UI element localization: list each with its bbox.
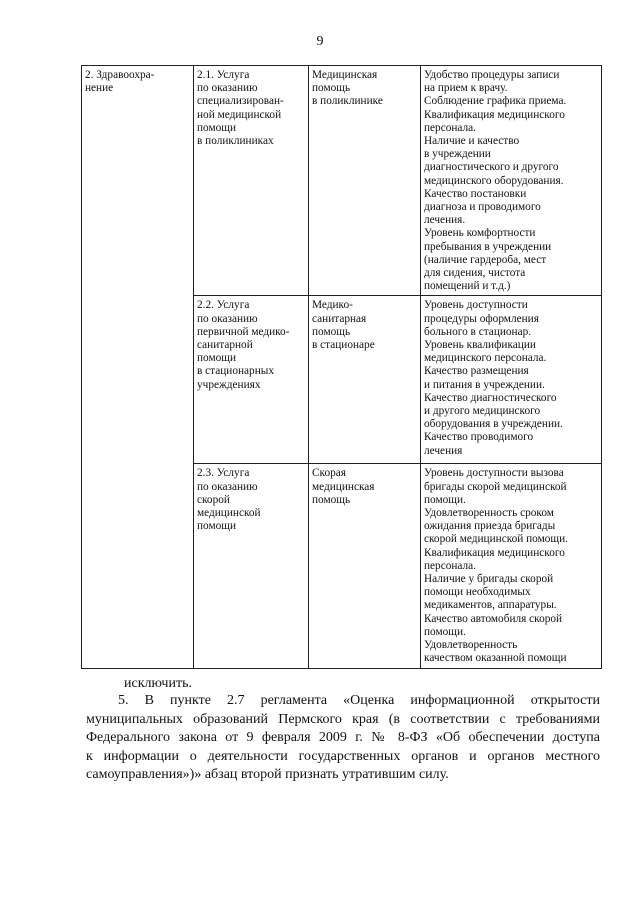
cell-line: бригады скорой медицинской <box>424 480 567 493</box>
cell-line: в поликлинике <box>312 95 383 108</box>
cell-line: Уровень комфортности <box>424 227 536 240</box>
sector-line: нение <box>85 82 114 95</box>
criteria-cell <box>421 296 602 464</box>
cell-line: санитарная <box>312 312 367 325</box>
cell-line: Качество диагностического <box>424 391 557 404</box>
cell-line: скорой <box>197 493 230 506</box>
cell-line: Скорая <box>312 467 346 480</box>
service-cell <box>194 464 309 668</box>
paragraph-line: Федерального закона от 9 февраля 2009 г. № 8-ФЗ «Об обеспечении доступа <box>86 730 600 745</box>
cell-line: процедуры оформления <box>424 312 539 325</box>
cell-line: ной медицинской <box>197 108 282 121</box>
cell-line: на прием к врачу. <box>424 82 508 95</box>
cell-line: лечения <box>424 444 463 457</box>
cell-line: медицинская <box>312 480 375 493</box>
services-table <box>81 65 602 669</box>
sector-cell <box>82 66 194 669</box>
cell-line: персонала. <box>424 121 477 134</box>
cell-line: Качество проводимого <box>424 431 534 444</box>
cell-line: помощи <box>197 352 237 365</box>
cell-line: качеством оказанной помощи <box>424 652 567 665</box>
cell-line: помощи. <box>424 493 466 506</box>
cell-line: Медицинская <box>312 69 378 81</box>
criteria-cell <box>421 464 602 668</box>
cell-line: Качество постановки <box>424 187 527 200</box>
cell-line: первичной медико- <box>197 325 290 338</box>
cell-line: по оказанию <box>197 82 258 95</box>
cell-line: помощи необходимых <box>424 586 531 599</box>
cell-line: Уровень доступности вызова <box>424 467 564 480</box>
cell-line: Качество автомобиля скорой <box>424 612 563 625</box>
cell-line: специализирован- <box>197 95 284 108</box>
cell-line: Соблюдение графика приема. <box>424 95 567 108</box>
cell-line: оборудования в учреждении. <box>424 418 563 431</box>
cell-line: диагностического и другого <box>424 161 559 174</box>
cell-line: Удовлетворенность <box>424 639 518 652</box>
cell-line: помощь <box>312 82 351 95</box>
service-cell <box>194 296 309 464</box>
paragraph-line: муниципальных образований Пермского края (в соответствии с требованиями <box>86 711 600 727</box>
paragraph-line: самоуправления»)» абзац второй признать утратившим силу. <box>86 767 449 782</box>
cell-line: диагноза и проводимого <box>424 201 541 214</box>
cell-line: помощи <box>197 121 237 134</box>
cell-line: учреждениях <box>197 378 261 391</box>
cell-line: в поликлиниках <box>197 135 274 148</box>
service-cell <box>194 66 309 296</box>
cell-line: в стационаре <box>312 339 375 352</box>
paragraph-point-5 <box>86 692 600 785</box>
cell-line: медицинского персонала. <box>424 352 547 365</box>
cell-line: медицинской <box>197 507 261 520</box>
cell-line: помощь <box>312 493 351 506</box>
cell-line: помощь <box>312 325 351 338</box>
cell-line: помощи. <box>424 625 466 638</box>
cell-line: медицинского оборудования. <box>424 174 564 187</box>
cell-line: Уровень квалификации <box>424 339 536 352</box>
cell-line: пребывания в учреждении <box>424 240 552 253</box>
criteria-cell <box>421 66 602 296</box>
cell-line: медикаментов, аппаратуры. <box>424 599 557 612</box>
type-cell <box>309 296 421 464</box>
paragraph-line: к информации о деятельности государственных органов и органов местного <box>86 748 600 764</box>
type-cell <box>309 66 421 296</box>
cell-line: (наличие гардероба, мест <box>424 253 547 266</box>
cell-line: персонала. <box>424 559 477 572</box>
cell-line: 2.3. Услуга <box>197 467 250 480</box>
cell-line: санитарной <box>197 339 253 352</box>
cell-line: для сидения, чистота <box>424 267 526 280</box>
cell-line: 2.2. Услуга <box>197 299 250 312</box>
cell-line: Медико- <box>312 299 353 312</box>
cell-line: Квалификация медицинского <box>424 546 565 559</box>
cell-line: 2.1. Услуга <box>197 69 250 81</box>
cell-line: по оказанию <box>197 312 258 325</box>
table-row <box>82 66 602 296</box>
cell-line: ожидания приезда бригады <box>424 520 556 533</box>
cell-line: Удобство процедуры записи <box>424 69 560 81</box>
paragraph-exclude: исключить. <box>124 676 192 691</box>
cell-line: Наличие и качество <box>424 135 520 148</box>
cell-line: скорой медицинской помощи. <box>424 533 568 546</box>
cell-line: помещений и т.д.) <box>424 280 511 293</box>
type-cell <box>309 464 421 668</box>
sector-line: 2. Здравоохра- <box>85 69 155 81</box>
cell-line: Наличие у бригады скорой <box>424 573 554 586</box>
cell-line: помощи <box>197 520 237 533</box>
cell-line: в учреждении <box>424 148 491 161</box>
cell-line: Уровень доступности <box>424 299 528 312</box>
cell-line: и питания в учреждении. <box>424 378 545 391</box>
cell-line: лечения. <box>424 214 466 227</box>
cell-line: больного в стационар. <box>424 325 532 338</box>
cell-line: по оказанию <box>197 480 258 493</box>
cell-line: Удовлетворенность сроком <box>424 507 554 520</box>
cell-line: Квалификация медицинского <box>424 108 565 121</box>
cell-line: и другого медицинского <box>424 405 541 418</box>
page-number: 9 <box>316 34 324 49</box>
cell-line: в стационарных <box>197 365 274 378</box>
cell-line: Качество размещения <box>424 365 529 378</box>
paragraph-line: 5. В пункте 2.7 регламента «Оценка информационной открытости <box>118 693 600 708</box>
